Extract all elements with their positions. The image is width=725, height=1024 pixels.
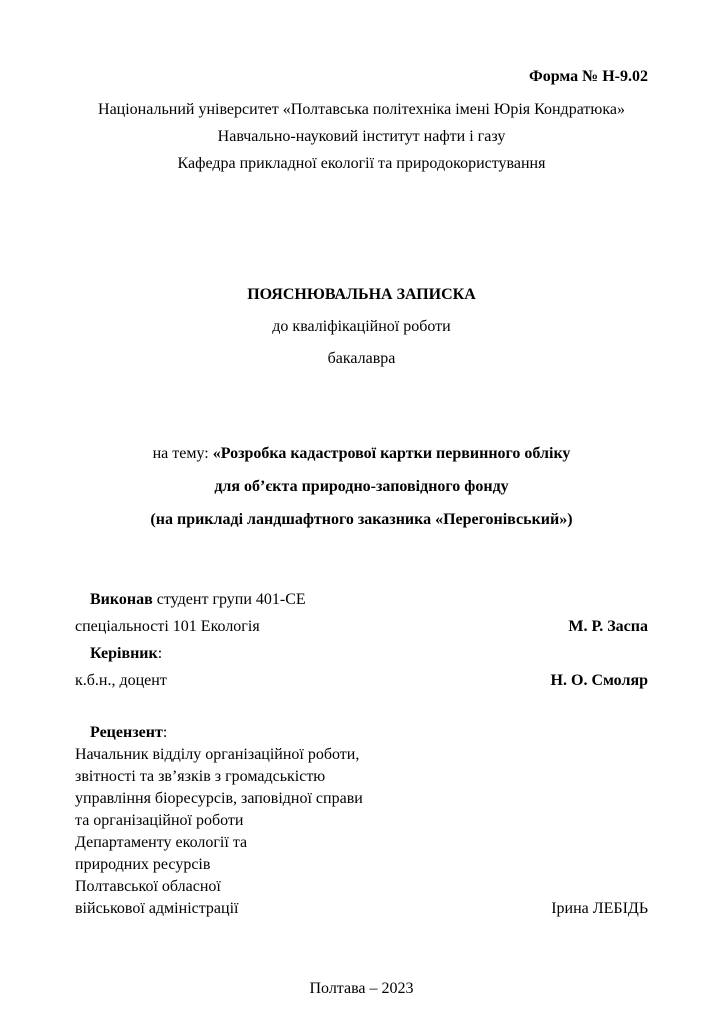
- form-number: Форма № Н-9.02: [528, 68, 648, 85]
- topic-line-3: (на прикладі ландшафтного заказника «Перегонівський»): [150, 511, 573, 528]
- title-block: [75, 279, 648, 375]
- executor-rest: студент групи 401-СЕ: [152, 591, 306, 608]
- reviewer-last-line: [75, 898, 648, 920]
- executor-label: Виконав: [90, 591, 153, 608]
- supervisor-degree: к.б.н., доцент: [75, 672, 167, 689]
- reviewer-name: Ірина ЛЕБІДЬ: [551, 900, 648, 917]
- supervisor-label: Керівник: [90, 645, 158, 662]
- executor-name: М. Р. Заспа: [568, 618, 648, 635]
- supervisor-name: Н. О. Смоляр: [550, 672, 648, 689]
- reviewer-position-line: Департаменту екології та: [75, 834, 248, 851]
- reviewer-block: [75, 722, 648, 920]
- reviewer-position-line: та організаційної роботи: [75, 812, 244, 829]
- university-name: Національний університет «Полтавська політехніка імені Юрія Кондратюка»: [98, 101, 625, 118]
- reviewer-position-line: управління біоресурсів, заповідної справи: [75, 790, 363, 807]
- topic-line-2: для об’єкта природно-заповідного фонду: [214, 478, 509, 495]
- reviewer-position-line: звітності та зв’язків з громадськістю: [75, 768, 326, 785]
- footer-city-year: Полтава – 2023: [309, 980, 414, 997]
- reviewer-label-line: [75, 722, 648, 744]
- specialty-text: спеціальності 101 Екологія: [75, 618, 260, 635]
- executor-line: [75, 586, 648, 613]
- document-title: ПОЯСНЮВАЛЬНА ЗАПИСКА: [247, 286, 476, 303]
- document-degree: бакалавра: [327, 350, 396, 367]
- institute-name: Навчально-науковий інститут нафти і газу: [217, 128, 506, 145]
- topic-line-1: [75, 437, 648, 470]
- supervisor-colon: :: [157, 645, 163, 662]
- topic-block: [75, 437, 648, 536]
- reviewer-position-line: Начальник відділу організаційної роботи,: [75, 746, 360, 763]
- topic-prefix: на тему:: [152, 445, 213, 462]
- header-block: [75, 96, 648, 177]
- department-name: Кафедра прикладної екології та природокористування: [177, 155, 546, 172]
- signature-block: [75, 586, 648, 694]
- supervisor-label-line: [75, 640, 648, 667]
- reviewer-position-line: природних ресурсів: [75, 856, 211, 873]
- supervisor-line: [75, 667, 648, 694]
- specialty-line: [75, 613, 648, 640]
- reviewer-label: Рецензент: [90, 724, 163, 741]
- reviewer-position-end: військової адміністрації: [75, 900, 239, 917]
- topic-title-part-1: «Розробка кадастрової картки первинного обліку: [212, 445, 571, 462]
- reviewer-colon: :: [162, 724, 168, 741]
- document-subtitle: до кваліфікаційної роботи: [272, 318, 451, 335]
- reviewer-position-line: Полтавської обласної: [75, 878, 221, 895]
